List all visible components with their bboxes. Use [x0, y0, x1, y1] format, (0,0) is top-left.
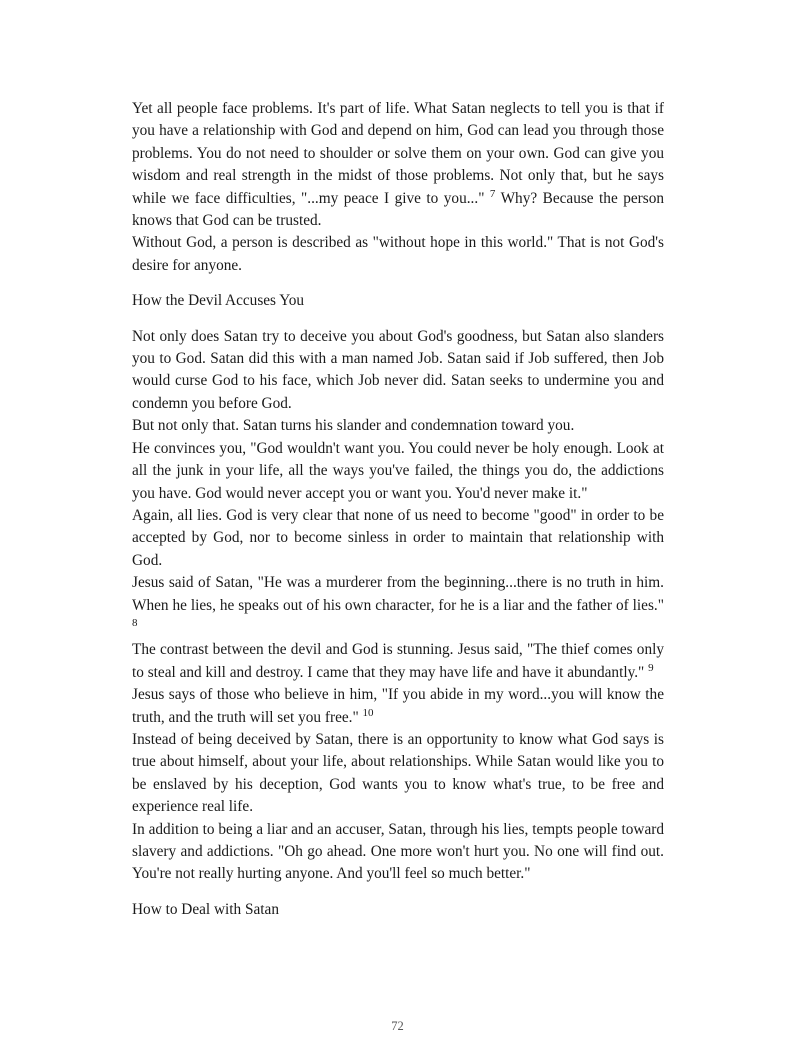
paragraph-text: Jesus says of those who believe in him, "If you abide in my word...you will know the truth, and the truth will set you free.": [132, 686, 664, 726]
paragraph-text: In addition to being a liar and an accuser, Satan, through his lies, tempts people toward slavery and addictions. "Oh go ahead. One more won't hurt you. No one will find out. You're not really hurting anyone. And you'll feel so much better.": [132, 820, 664, 883]
paragraph-text: Without God, a person is described as "without hope in this world." That is not God's desire for anyone.: [132, 234, 664, 274]
paragraph: [132, 98, 664, 232]
paragraph: [132, 729, 664, 819]
section-intro: [132, 98, 664, 277]
paragraph: [132, 232, 664, 277]
paragraph: [132, 326, 664, 416]
paragraph-text-continued: Why? Because the person knows that God can be trusted.: [132, 189, 665, 230]
paragraph-text: Yet all people face problems. It's part of life. What Satan neglects to tell you is that if you have a relationship with God and depend on him, God can lead you through those problems. You do not need to shoulder or solve them on your own. God can give you wisdom and real strength in the midst of those problems. Not only that, but he says while we face difficulties, "...my peace I give to you...": [132, 100, 664, 207]
paragraph-text: He convinces you, "God wouldn't want you. You could never be holy enough. Look at all the junk in your life, all the ways you've failed, the things you do, the addictions you have. God would never accept you or want you. You'd never make it.": [132, 439, 664, 502]
section-accuses: [132, 326, 664, 886]
footnote-ref[interactable]: 8: [132, 616, 138, 629]
paragraph-text: Instead of being deceived by Satan, there is an opportunity to know what God says is true about himself, about your life, about relationships. While Satan would like you to be enslaved by his deception, God wants you to know what's true, to be free and experience real life.: [132, 730, 664, 816]
paragraph-text: Again, all lies. God is very clear that none of us need to become "good" in order to be accepted by God, nor to become sinless in order to maintain that relationship with God.: [132, 506, 664, 569]
paragraph: [132, 639, 664, 684]
paragraph-text: Not only does Satan try to deceive you about God's goodness, but Satan also slanders you to God. Satan did this with a man named Job. Satan said if Job suffered, then Job would curse God to his face, which Job never did. Satan seeks to undermine you and condemn you before God.: [132, 327, 664, 412]
paragraph: [132, 438, 664, 505]
page-body: [132, 98, 664, 934]
footnote-ref[interactable]: 10: [362, 706, 374, 719]
paragraph-text: The contrast between the devil and God is stunning. Jesus said, "The thief comes only to steal and kill and destroy. I came that they may have life and have it abundantly.": [132, 641, 664, 681]
paragraph-text: But not only that. Satan turns his slander and condemnation toward you.: [132, 417, 575, 435]
page-number: 72: [391, 1019, 404, 1033]
section-heading: How the Devil Accuses You: [132, 292, 305, 310]
paragraph: [132, 572, 664, 639]
footnote-ref[interactable]: 9: [648, 661, 654, 674]
paragraph: [132, 819, 664, 886]
section-heading: How to Deal with Satan: [132, 900, 279, 918]
paragraph: [132, 505, 664, 572]
footnote-ref[interactable]: 7: [489, 187, 496, 200]
paragraph: [132, 684, 664, 729]
paragraph: [132, 415, 664, 437]
paragraph-text: Jesus said of Satan, "He was a murderer from the beginning...there is no truth in him. When he lies, he speaks out of his own character, for he is a liar and the father of lies.": [132, 574, 664, 614]
